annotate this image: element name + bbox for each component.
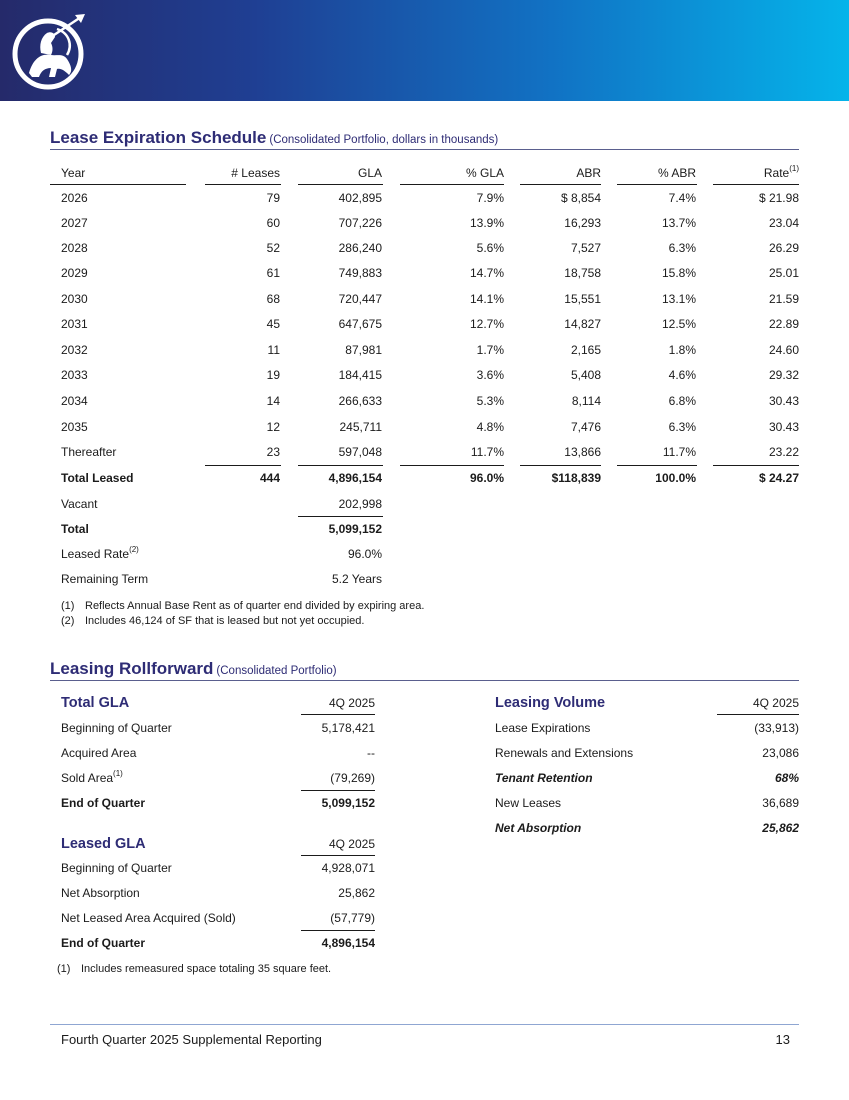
year-cell: 2031 bbox=[61, 317, 88, 331]
footnote-num: (1) bbox=[61, 600, 75, 612]
leases-cell: 68 bbox=[266, 292, 280, 306]
abr-cell: 2,165 bbox=[570, 343, 601, 357]
row-value: (33,913) bbox=[754, 721, 799, 735]
total-gla-heading: Total GLA bbox=[61, 695, 130, 711]
year-cell: 2034 bbox=[61, 394, 88, 408]
row-label: Sold Area$^{(1)}$ bbox=[61, 769, 123, 785]
abr-cell: 5,408 bbox=[570, 368, 601, 382]
rate-cell: 30.43 bbox=[768, 394, 799, 408]
total-leased-label: Total Leased bbox=[61, 471, 134, 485]
year-cell: 2035 bbox=[61, 420, 88, 434]
total-gla: 4,896,154 bbox=[328, 471, 382, 485]
total-rate: $ 24.27 bbox=[758, 471, 799, 485]
row-value: 4,896,154 bbox=[321, 936, 375, 950]
leases-cell: 45 bbox=[266, 317, 280, 331]
pct-abr-cell: 13.1% bbox=[661, 292, 696, 306]
gla-cell: 707,226 bbox=[338, 216, 382, 230]
header-underline-pct-gla bbox=[400, 184, 504, 185]
leased-gla-heading: Leased GLA bbox=[61, 836, 146, 852]
total-abr: $118,839 bbox=[551, 471, 601, 485]
rollforward-subtitle: (Consolidated Portfolio) bbox=[216, 665, 337, 677]
row-label: Net Absorption bbox=[61, 886, 140, 900]
row-value: 36,689 bbox=[762, 796, 799, 810]
year-cell: 2032 bbox=[61, 343, 88, 357]
total-rule-rate bbox=[713, 465, 799, 466]
total-pct-abr: 100.0% bbox=[655, 471, 696, 485]
footer-text: Fourth Quarter 2025 Supplemental Reporting bbox=[61, 1032, 322, 1047]
pct-gla-cell: 1.7% bbox=[476, 343, 504, 357]
pct-gla-cell: 7.9% bbox=[476, 191, 504, 205]
pct-abr-cell: 6.3% bbox=[668, 420, 696, 434]
pct-gla-cell: 3.6% bbox=[476, 368, 504, 382]
gla-cell: 87,981 bbox=[345, 343, 382, 357]
rate-cell: 22.89 bbox=[768, 317, 799, 331]
row-value: 68% bbox=[774, 771, 799, 785]
gla-cell: 647,675 bbox=[338, 317, 382, 331]
header-underline-abr bbox=[520, 184, 601, 185]
abr-cell: 8,114 bbox=[571, 394, 601, 408]
pct-gla-cell: 11.7% bbox=[470, 445, 504, 459]
centaur-archer-logo-icon bbox=[11, 13, 89, 91]
rate-cell: 30.43 bbox=[768, 420, 799, 434]
total-rule-leases bbox=[205, 465, 281, 466]
leases-cell: 61 bbox=[266, 266, 280, 280]
leased-rate-label: Leased Rate$^{(2)}$ bbox=[61, 545, 139, 561]
total-rule-pct-abr bbox=[617, 465, 697, 466]
row-value: 5,099,152 bbox=[321, 796, 375, 810]
header-banner bbox=[0, 0, 849, 101]
leases-cell: 60 bbox=[266, 216, 280, 230]
pct-abr-cell: 1.8% bbox=[668, 343, 696, 357]
row-label: Renewals and Extensions bbox=[495, 746, 634, 760]
row-label: Net Leased Area Acquired (Sold) bbox=[61, 911, 236, 925]
row-label: Beginning of Quarter bbox=[61, 721, 172, 735]
total-gla-period-rule bbox=[301, 714, 375, 715]
vacant-rule bbox=[298, 516, 383, 517]
pct-abr-cell: 11.7% bbox=[662, 445, 696, 459]
abr-cell: 18,758 bbox=[564, 266, 601, 280]
gla-cell: 245,711 bbox=[339, 420, 382, 434]
year-cell: 2028 bbox=[61, 241, 88, 255]
gla-cell: 286,240 bbox=[338, 241, 382, 255]
row-label: End of Quarter bbox=[61, 796, 146, 810]
page-number: 13 bbox=[775, 1032, 790, 1047]
row-value: 4,928,071 bbox=[321, 861, 375, 875]
lease-schedule-title-rule bbox=[50, 149, 799, 150]
total-pct-gla: 96.0% bbox=[469, 471, 504, 485]
leased-gla-period-rule bbox=[301, 855, 375, 856]
pct-gla-cell: 5.6% bbox=[476, 241, 504, 255]
col-header-pct-gla: % GLA bbox=[465, 166, 504, 180]
row-label: Net Absorption bbox=[495, 821, 582, 835]
total-leases: 444 bbox=[259, 471, 280, 485]
rate-cell: 29.32 bbox=[768, 368, 799, 382]
rate-cell: 25.01 bbox=[768, 266, 799, 280]
remaining-term-label: Remaining Term bbox=[61, 572, 149, 586]
header-underline-year bbox=[50, 184, 186, 185]
rate-cell: $ 21.98 bbox=[758, 191, 799, 205]
col-header-leases: # Leases bbox=[231, 166, 280, 180]
total-gla-sum-rule bbox=[301, 790, 375, 791]
rate-cell: 24.60 bbox=[768, 343, 799, 357]
pct-gla-cell: 12.7% bbox=[469, 317, 504, 331]
col-header-gla: GLA bbox=[357, 166, 382, 180]
row-value: 23,086 bbox=[762, 746, 799, 760]
leases-cell: 12 bbox=[266, 420, 280, 434]
rollforward-title: Leasing Rollforward (Consolidated Portfolio) bbox=[50, 659, 337, 678]
leasing-volume-period-rule bbox=[717, 714, 799, 715]
abr-cell: 7,527 bbox=[570, 241, 601, 255]
year-cell: 2029 bbox=[61, 266, 88, 280]
footnote-text: Reflects Annual Base Rent as of quarter end divided by expiring area. bbox=[85, 600, 425, 612]
row-label: Tenant Retention bbox=[495, 771, 593, 785]
pct-abr-cell: 13.7% bbox=[661, 216, 696, 230]
leases-cell: 14 bbox=[266, 394, 280, 408]
row-value: -- bbox=[367, 746, 375, 760]
total-gla-period: 4Q 2025 bbox=[328, 696, 375, 710]
leased-gla-sum-rule bbox=[301, 930, 375, 931]
abr-cell: 14,827 bbox=[564, 317, 601, 331]
footnote-text: Includes 46,124 of SF that is leased but not yet occupied. bbox=[85, 615, 365, 627]
row-value: (79,269) bbox=[330, 771, 375, 785]
rate-cell: 21.59 bbox=[768, 292, 799, 306]
rollforward-footnote-num: (1) bbox=[57, 963, 71, 975]
abr-cell: 13,866 bbox=[564, 445, 601, 459]
abr-cell: 16,293 bbox=[564, 216, 601, 230]
leasing-volume-heading: Leasing Volume bbox=[495, 695, 606, 711]
rate-cell: 23.04 bbox=[768, 216, 799, 230]
pct-gla-cell: 14.7% bbox=[469, 266, 504, 280]
pct-gla-cell: 14.1% bbox=[469, 292, 504, 306]
col-header-year: Year bbox=[61, 166, 86, 180]
lease-schedule-subtitle: (Consolidated Portfolio, dollars in thousands) bbox=[269, 134, 499, 146]
col-header-abr: ABR bbox=[576, 166, 601, 180]
row-value: (57,779) bbox=[330, 911, 375, 925]
year-cell: 2033 bbox=[61, 368, 88, 382]
total-label: Total bbox=[61, 522, 89, 536]
abr-cell: 15,551 bbox=[564, 292, 601, 306]
pct-abr-cell: 15.8% bbox=[661, 266, 696, 280]
remaining-term-value: 5.2 Years bbox=[331, 572, 382, 586]
gla-cell: 597,048 bbox=[338, 445, 382, 459]
abr-cell: $ 8,854 bbox=[560, 191, 601, 205]
total-rule-pct-gla bbox=[400, 465, 504, 466]
footer-rule bbox=[50, 1024, 799, 1025]
abr-cell: 7,476 bbox=[570, 420, 601, 434]
leased-gla-period: 4Q 2025 bbox=[328, 837, 375, 851]
pct-abr-cell: 6.8% bbox=[668, 394, 696, 408]
leases-cell: 19 bbox=[266, 368, 280, 382]
header-underline-leases bbox=[205, 184, 281, 185]
rate-cell: 26.29 bbox=[768, 241, 799, 255]
year-cell: 2026 bbox=[61, 191, 88, 205]
rate-cell: 23.22 bbox=[768, 445, 799, 459]
vacant-gla: 202,998 bbox=[338, 497, 382, 511]
gla-cell: 266,633 bbox=[338, 394, 382, 408]
pct-abr-cell: 4.6% bbox=[668, 368, 696, 382]
leases-cell: 11 bbox=[267, 343, 280, 357]
rollforward-title-rule bbox=[50, 680, 799, 681]
row-label: New Leases bbox=[495, 796, 562, 810]
gla-cell: 402,895 bbox=[338, 191, 382, 205]
gla-cell: 720,447 bbox=[338, 292, 382, 306]
row-label: Lease Expirations bbox=[495, 721, 591, 735]
pct-abr-cell: 7.4% bbox=[668, 191, 696, 205]
pct-gla-cell: 4.8% bbox=[476, 420, 504, 434]
total-rule-abr bbox=[520, 465, 601, 466]
pct-abr-cell: 12.5% bbox=[661, 317, 696, 331]
col-header-rate: Rate$^{(1)}$ bbox=[763, 164, 799, 180]
header-underline-rate bbox=[713, 184, 799, 185]
row-value: 25,862 bbox=[762, 821, 799, 835]
header-underline-pct-abr bbox=[617, 184, 697, 185]
total-rule-gla bbox=[298, 465, 383, 466]
header-underline-gla bbox=[298, 184, 383, 185]
rollforward-footnote-text: Includes remeasured space totaling 35 square feet. bbox=[81, 963, 332, 975]
total-gla-all: 5,099,152 bbox=[328, 522, 382, 536]
pct-gla-cell: 13.9% bbox=[469, 216, 504, 230]
row-value: 5,178,421 bbox=[321, 721, 375, 735]
row-label: Acquired Area bbox=[61, 746, 137, 760]
leases-cell: 52 bbox=[266, 241, 280, 255]
year-cell: 2027 bbox=[61, 216, 88, 230]
row-label: End of Quarter bbox=[61, 936, 146, 950]
lease-schedule-title: Lease Expiration Schedule (Consolidated Portfolio, dollars in thousands) bbox=[50, 128, 499, 147]
gla-cell: 184,415 bbox=[338, 368, 382, 382]
row-label: Beginning of Quarter bbox=[61, 861, 172, 875]
leased-rate-value: 96.0% bbox=[347, 547, 382, 561]
pct-gla-cell: 5.3% bbox=[476, 394, 504, 408]
footnote-num: (2) bbox=[61, 615, 75, 627]
vacant-label: Vacant bbox=[61, 497, 98, 511]
pct-abr-cell: 6.3% bbox=[668, 241, 696, 255]
gla-cell: 749,883 bbox=[338, 266, 382, 280]
row-value: 25,862 bbox=[338, 886, 375, 900]
year-cell: 2030 bbox=[61, 292, 88, 306]
year-cell: Thereafter bbox=[61, 445, 117, 459]
leases-cell: 23 bbox=[266, 445, 280, 459]
leasing-volume-period: 4Q 2025 bbox=[752, 696, 799, 710]
col-header-pct-abr: % ABR bbox=[657, 166, 696, 180]
leases-cell: 79 bbox=[266, 191, 280, 205]
